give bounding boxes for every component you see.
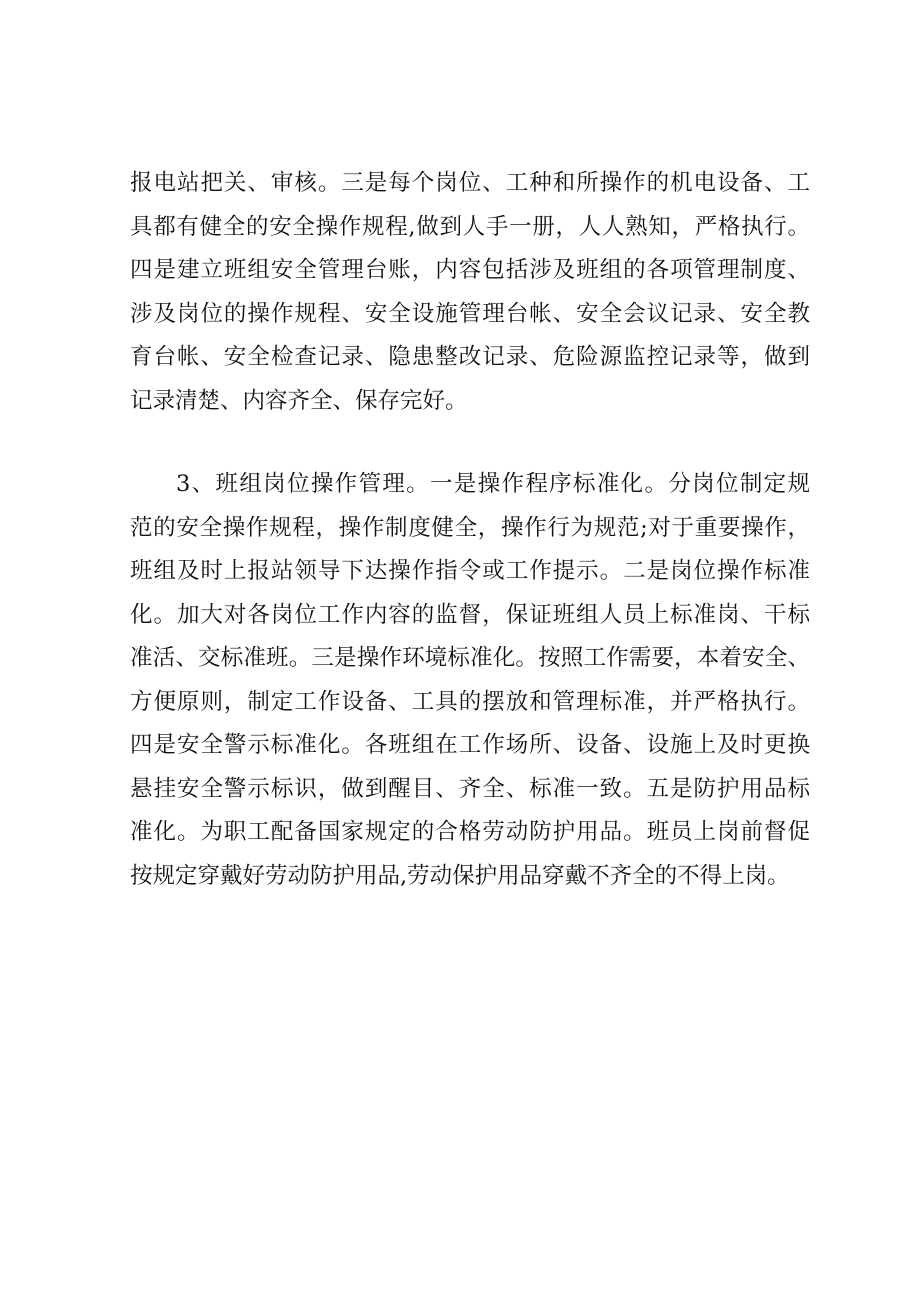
paragraph-line: 按规定穿戴好劳动防护用品,劳动保护用品穿戴不齐全的不得上岗。	[130, 862, 790, 889]
paragraph-line: 准活、交标准班。三是操作环境标准化。按照工作需要，本着安全、	[130, 645, 810, 671]
paragraph-line: 方便原则，制定工作设备、工具的摆放和管理标准，并严格执行。	[130, 688, 810, 715]
paragraph-line: 具都有健全的安全操作规程,做到人手一册，人人熟知，严格执行。	[130, 213, 810, 240]
paragraph-line: 记录清楚、内容齐全、保存完好。	[130, 387, 468, 414]
paragraph-line: 育台帐、安全检查记录、隐患整改记录、危险源监控记录等，做到	[130, 344, 810, 370]
paragraph-line: 准化。为职工配备国家规定的合格劳动防护用品。班员上岗前督促	[130, 819, 810, 845]
paragraph-line: 化。加大对各岗位工作内容的监督，保证班组人员上标准岗、干标	[130, 601, 810, 628]
paragraph-line: 四是安全警示标准化。各班组在工作场所、设备、设施上及时更换	[130, 732, 810, 758]
paragraph-team-ledger	[130, 162, 810, 423]
paragraph-line: 报电站把关、审核。三是每个岗位、工种和所操作的机电设备、工	[130, 170, 810, 196]
paragraph-line: 四是建立班组安全管理台账，内容包括涉及班组的各项管理制度、	[130, 257, 810, 283]
paragraph-line: 范的安全操作规程，操作制度健全，操作行为规范;对于重要操作，	[130, 514, 810, 541]
paragraph-line: 班组及时上报站领导下达操作指令或工作提示。二是岗位操作标准	[130, 558, 810, 584]
paragraph-post-operation-management	[130, 463, 810, 898]
paragraph-first-line: 3、班组岗位操作管理。一是操作程序标准化。分岗位制定规	[176, 471, 810, 497]
paragraph-line: 涉及岗位的操作规程、安全设施管理台帐、安全会议记录、安全教	[130, 300, 810, 327]
paragraph-line: 悬挂安全警示标识，做到醒目、齐全、标准一致。五是防护用品标	[130, 775, 810, 802]
